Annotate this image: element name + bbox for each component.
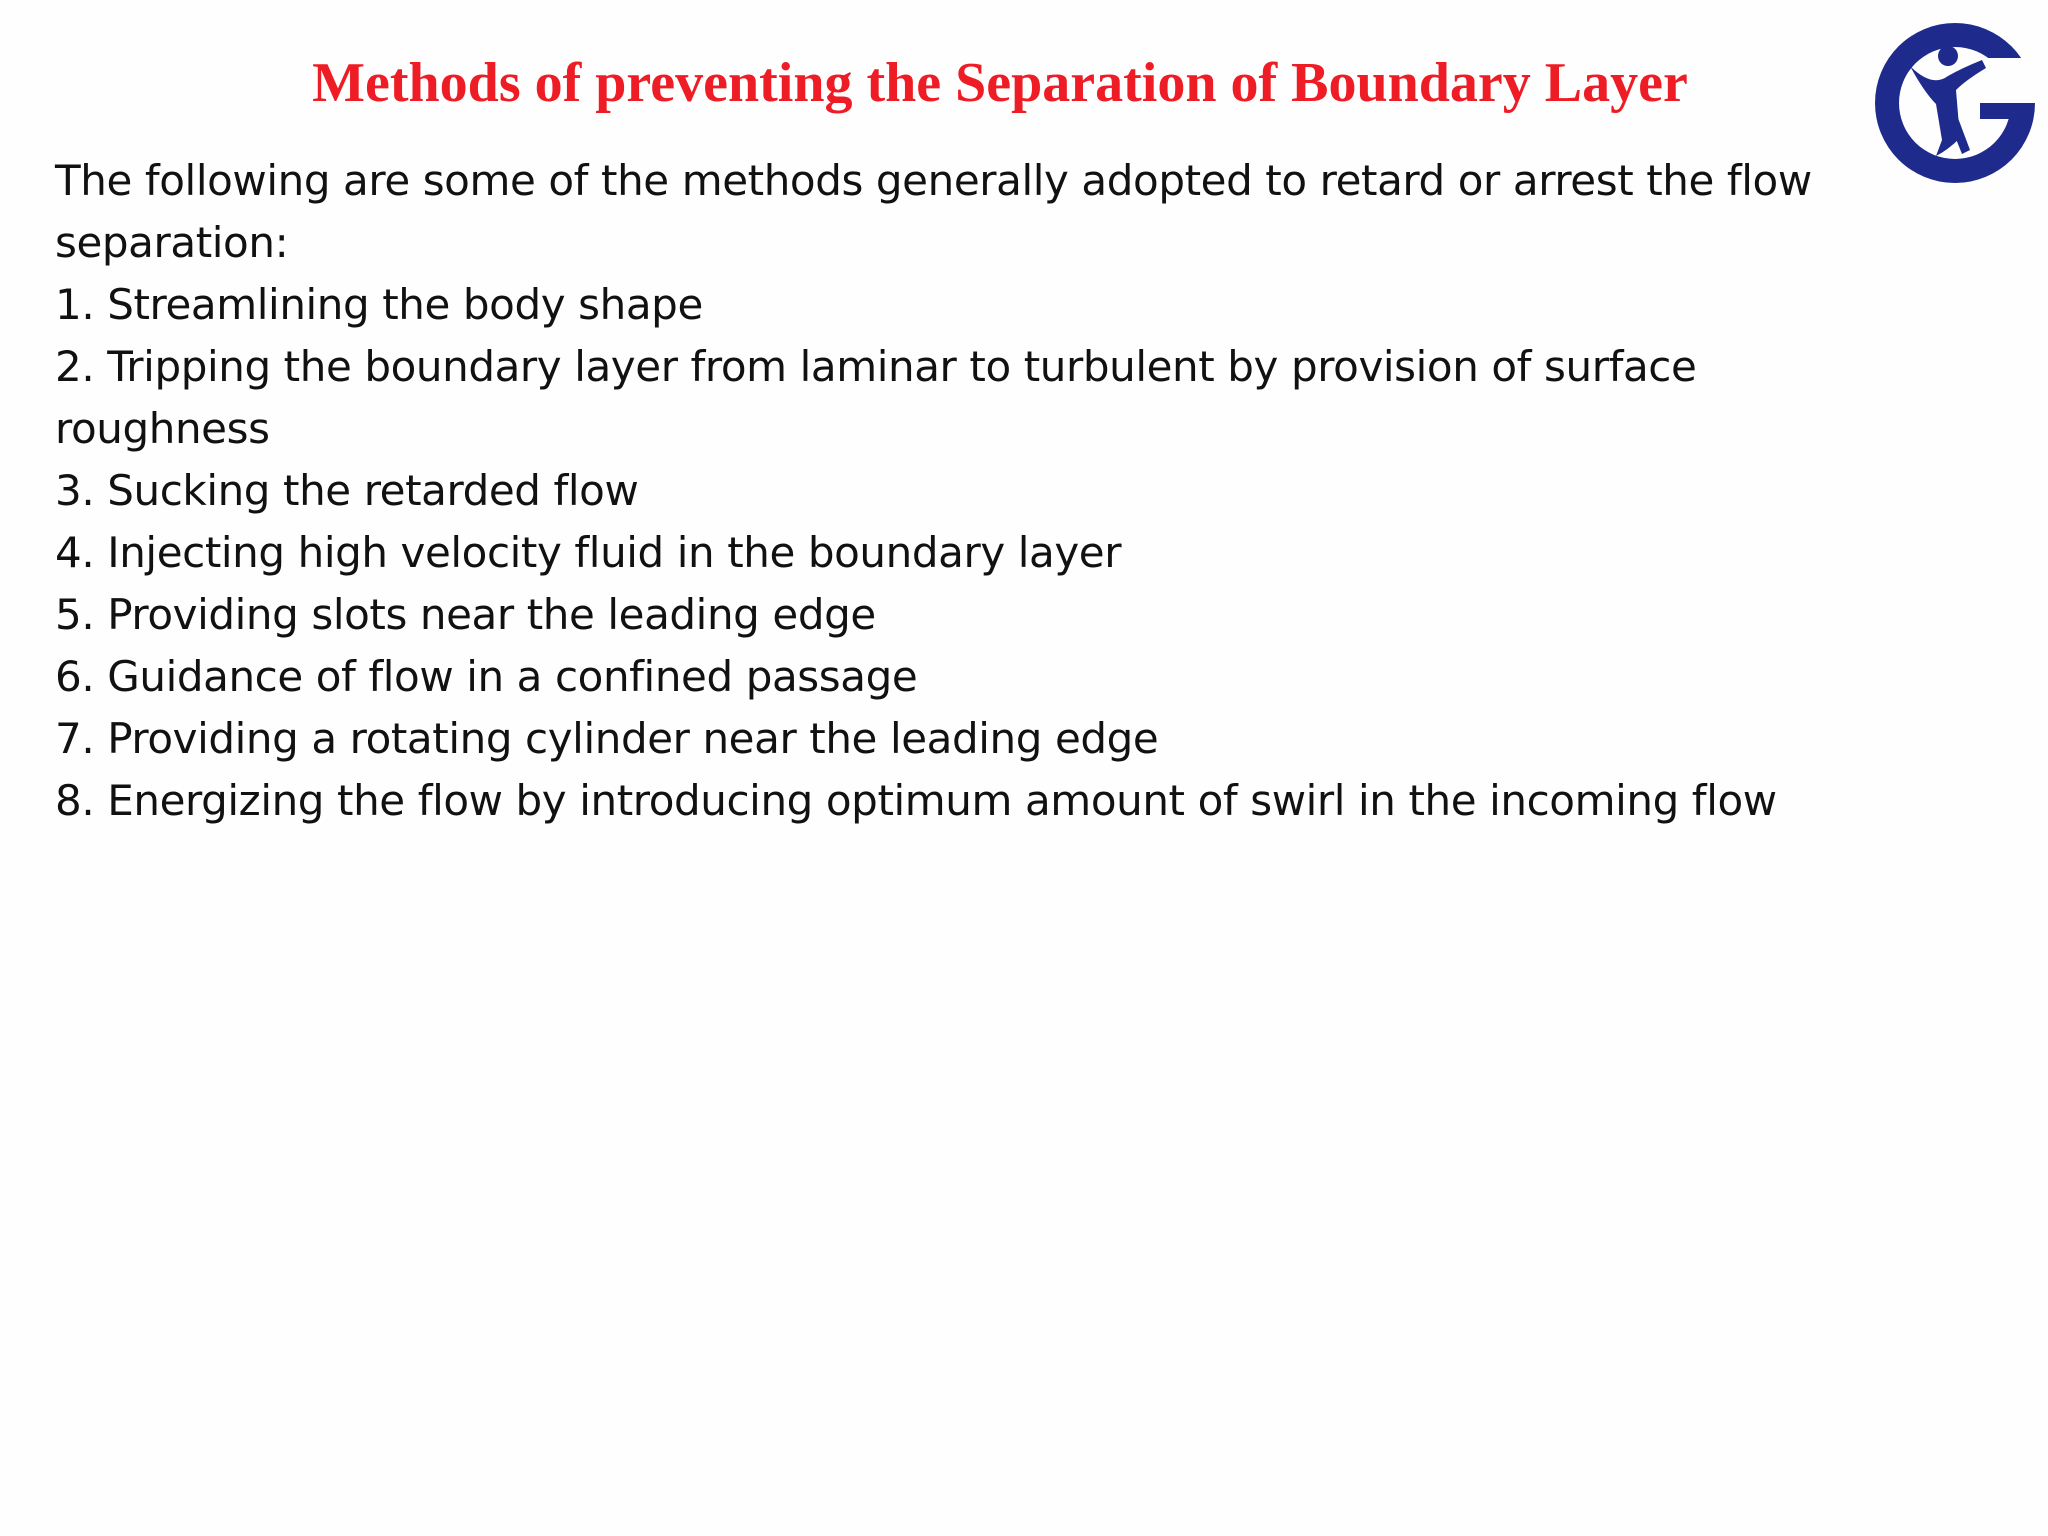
institution-logo-icon — [1870, 18, 2040, 188]
method-item: 7. Providing a rotating cylinder near the leading edge — [55, 714, 1159, 763]
method-item: 4. Injecting high velocity fluid in the boundary layer — [55, 528, 1122, 577]
intro-text: The following are some of the methods generally adopted to retard or arrest the flow separation: — [55, 156, 1812, 267]
slide-body — [55, 150, 1855, 832]
method-item: 6. Guidance of flow in a confined passage — [55, 652, 918, 701]
method-item: 8. Energizing the flow by introducing optimum amount of swirl in the incoming flow — [55, 776, 1777, 825]
slide-title: Methods of preventing the Separation of Boundary Layer — [312, 52, 1688, 114]
method-item: 2. Tripping the boundary layer from laminar to turbulent by provision of surface roughness — [55, 342, 1697, 453]
method-item: 5. Providing slots near the leading edge — [55, 590, 876, 639]
method-item: 3. Sucking the retarded flow — [55, 466, 639, 515]
method-item: 1. Streamlining the body shape — [55, 280, 703, 329]
